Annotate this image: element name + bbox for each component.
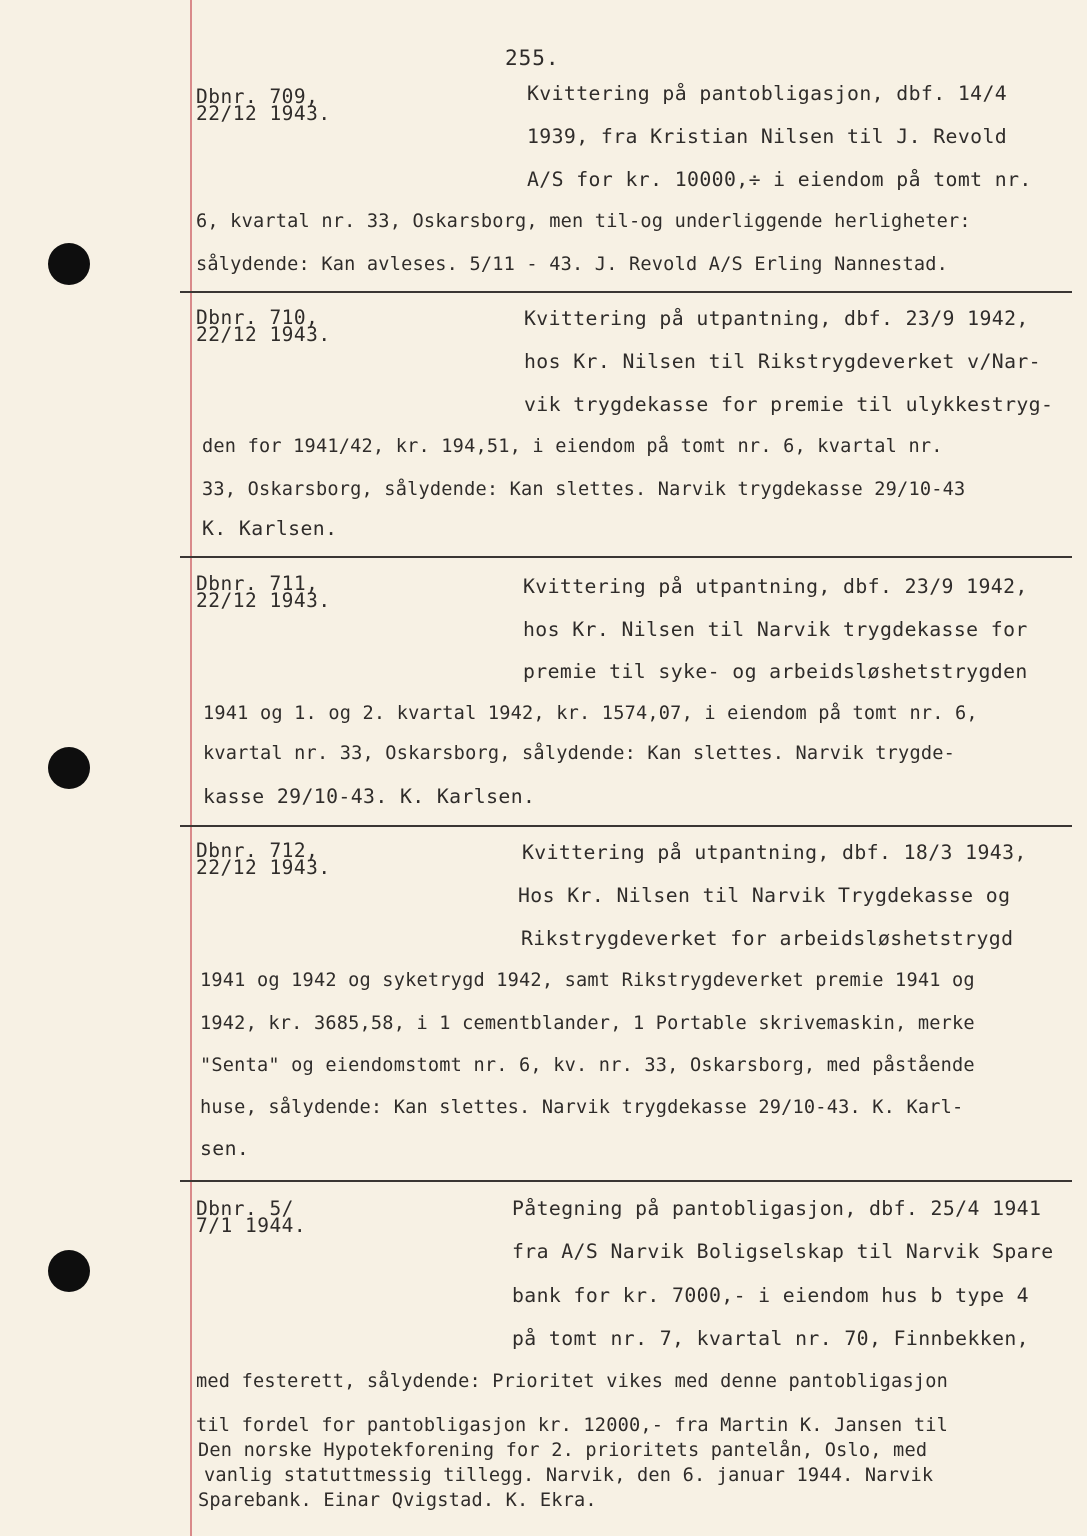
- entry-reference: [196, 85, 331, 125]
- entry-separator: [180, 556, 1072, 558]
- punch-hole: [48, 747, 90, 789]
- entry-text-line: 1942, kr. 3685,58, i 1 cementblander, 1 Portable skrivemaskin, merke: [200, 1013, 975, 1034]
- entry-reference: [196, 306, 331, 346]
- entry-text-line: K. Karlsen.: [202, 517, 338, 540]
- entry-text-line: 1939, fra Kristian Nilsen til J. Revold: [527, 125, 1008, 148]
- entry-text-line: Kvittering på utpantning, dbf. 23/9 1942,: [523, 575, 1028, 598]
- entry-date: 22/12 1943.: [196, 856, 331, 879]
- entry-number: Dbnr. 709,: [196, 85, 319, 108]
- entry-text-line: Rikstrygdeverket for arbeidsløshetstrygd: [521, 927, 1014, 950]
- entry-text-line: hos Kr. Nilsen til Narvik trygdekasse for: [523, 618, 1028, 641]
- entry-number: Dbnr. 712,: [196, 839, 319, 862]
- entry-text-line: Kvittering på utpantning, dbf. 23/9 1942,: [524, 307, 1029, 330]
- entry-text-line: A/S for kr. 10000,÷ i eiendom på tomt nr.: [527, 168, 1032, 191]
- entry-text-line: premie til syke- og arbeidsløshetstrygden: [523, 660, 1028, 683]
- entry-text-line: Sparebank. Einar Qvigstad. K. Ekra.: [198, 1490, 597, 1511]
- entry-date: 7/1 1944.: [196, 1214, 307, 1237]
- punch-hole: [48, 1250, 90, 1292]
- entry-text-line: kvartal nr. 33, Oskarsborg, sålydende: Kan slettes. Narvik trygde-: [203, 743, 956, 764]
- entry-reference: [196, 1197, 307, 1237]
- entry-separator: [180, 825, 1072, 827]
- entry-date: 22/12 1943.: [196, 102, 331, 125]
- entry-text-line: på tomt nr. 7, kvartal nr. 70, Finnbekken,: [512, 1327, 1029, 1350]
- entry-number: Dbnr. 5/: [196, 1197, 294, 1220]
- entry-date: 22/12 1943.: [196, 323, 331, 346]
- entry-text-line: Kvittering på utpantning, dbf. 18/3 1943,: [522, 841, 1027, 864]
- entry-separator: [180, 291, 1072, 293]
- entry-date: 22/12 1943.: [196, 589, 331, 612]
- entry-text-line: Kvittering på pantobligasjon, dbf. 14/4: [527, 82, 1008, 105]
- entry-text-line: sålydende: Kan avleses. 5/11 - 43. J. Revold A/S Erling Nannestad.: [196, 254, 949, 275]
- entry-text-line: sen.: [200, 1137, 250, 1160]
- entry-text-line: med festerett, sålydende: Prioritet vikes med denne pantobligasjon: [196, 1371, 949, 1392]
- entry-text-line: til fordel for pantobligasjon kr. 12000,- fra Martin K. Jansen til: [196, 1415, 949, 1436]
- entry-number: Dbnr. 711,: [196, 572, 319, 595]
- entry-text-line: 1941 og 1942 og syketrygd 1942, samt Rikstrygdeverket premie 1941 og: [200, 970, 975, 991]
- entry-text-line: vanlig statuttmessig tillegg. Narvik, den 6. januar 1944. Narvik: [204, 1465, 934, 1486]
- entry-number: Dbnr. 710,: [196, 306, 319, 329]
- entry-text-line: 33, Oskarsborg, sålydende: Kan slettes. Narvik trygdekasse 29/10-43: [202, 479, 966, 500]
- margin-rule: [190, 0, 192, 1536]
- entry-text-line: 1941 og 1. og 2. kvartal 1942, kr. 1574,07, i eiendom på tomt nr. 6,: [203, 703, 978, 724]
- entry-text-line: kasse 29/10-43. K. Karlsen.: [203, 785, 536, 808]
- entry-text-line: hos Kr. Nilsen til Rikstrygdeverket v/Nar-: [524, 350, 1041, 373]
- entry-text-line: vik trygdekasse for premie til ulykkestryg-: [524, 393, 1054, 416]
- entry-text-line: fra A/S Narvik Boligselskap til Narvik Spare: [512, 1240, 1054, 1263]
- entry-text-line: "Senta" og eiendomstomt nr. 6, kv. nr. 33, Oskarsborg, med påstående: [200, 1055, 975, 1076]
- entry-reference: [196, 839, 331, 879]
- entry-reference: [196, 572, 331, 612]
- punch-hole: [48, 243, 90, 285]
- entry-text-line: Påtegning på pantobligasjon, dbf. 25/4 1941: [512, 1197, 1042, 1220]
- entry-text-line: huse, sålydende: Kan slettes. Narvik trygdekasse 29/10-43. K. Karl-: [200, 1097, 964, 1118]
- page-number: 255.: [505, 46, 560, 70]
- entry-separator: [180, 1180, 1072, 1182]
- entry-text-line: Den norske Hypotekforening for 2. prioritets pantelån, Oslo, med: [198, 1440, 928, 1461]
- entry-text-line: bank for kr. 7000,- i eiendom hus b type 4: [512, 1284, 1029, 1307]
- entry-text-line: den for 1941/42, kr. 194,51, i eiendom på tomt nr. 6, kvartal nr.: [202, 436, 943, 457]
- entry-text-line: Hos Kr. Nilsen til Narvik Trygdekasse og: [518, 884, 1011, 907]
- entry-text-line: 6, kvartal nr. 33, Oskarsborg, men til-og underliggende herligheter:: [196, 211, 971, 232]
